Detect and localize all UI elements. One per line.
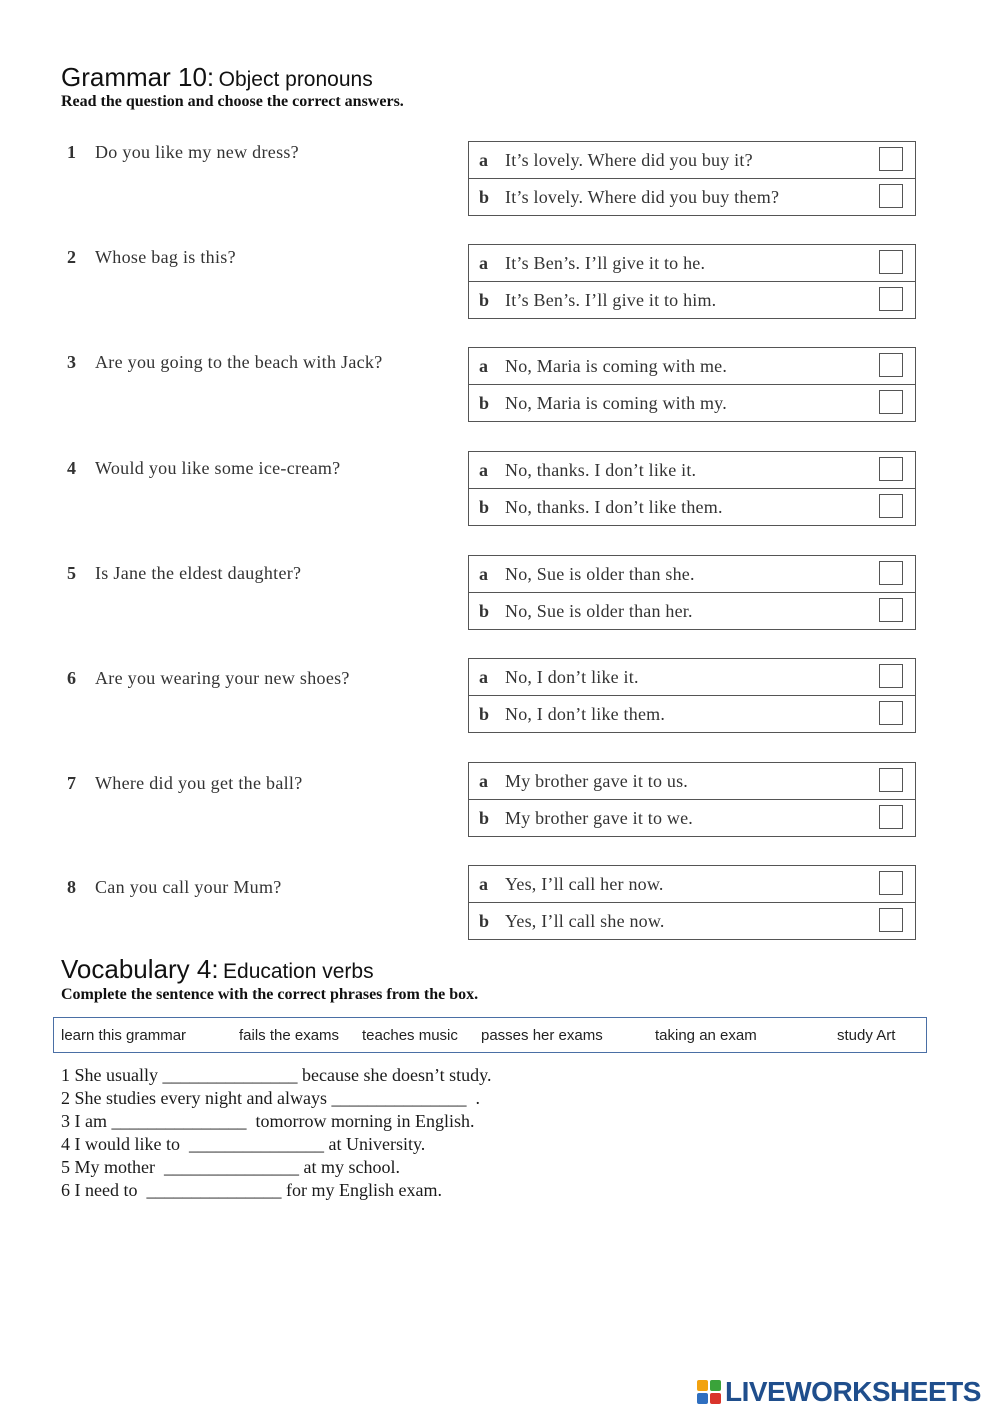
question-text: Is Jane the eldest daughter?	[95, 563, 302, 583]
option-text: It’s Ben’s. I’ll give it to he.	[505, 252, 706, 273]
question-number: 4	[67, 458, 77, 478]
question-text: Are you wearing your new shoes?	[95, 668, 350, 688]
grammar-instruction: Read the question and choose the correct answers.	[61, 93, 404, 110]
sentence-2[interactable]: 2 She studies every night and always _______________ .	[61, 1088, 480, 1108]
word-chip[interactable]: passes her exams	[481, 1027, 603, 1044]
checkbox-4a[interactable]	[879, 457, 903, 481]
grammar-title	[61, 62, 373, 93]
option-text: No, I don’t like them.	[505, 703, 666, 724]
checkbox-7a[interactable]	[879, 768, 903, 792]
option-text: It’s Ben’s. I’ll give it to him.	[505, 289, 717, 310]
option-text: It’s lovely. Where did you buy them?	[505, 186, 780, 207]
checkbox-1a[interactable]	[879, 147, 903, 171]
option-6a	[469, 659, 915, 695]
option-8a	[469, 866, 915, 902]
option-1b	[469, 178, 915, 215]
question-text: Whose bag is this?	[95, 247, 236, 267]
sentence-1[interactable]: 1 She usually _______________ because she doesn’t study.	[61, 1065, 492, 1085]
question-7	[67, 773, 457, 794]
logo-square	[697, 1380, 708, 1391]
question-number: 2	[67, 247, 77, 267]
word-chip[interactable]: study Art	[837, 1027, 896, 1044]
option-4b	[469, 488, 915, 525]
options-2	[468, 244, 916, 319]
checkbox-2b[interactable]	[879, 287, 903, 311]
vocabulary-title-main: Vocabulary 4:	[61, 954, 219, 984]
option-letter: a	[479, 666, 489, 687]
option-text: My brother gave it to us.	[505, 770, 688, 791]
vocabulary-title	[61, 954, 374, 985]
checkbox-2a[interactable]	[879, 250, 903, 274]
checkbox-8b[interactable]	[879, 908, 903, 932]
options-1	[468, 141, 916, 216]
option-letter: b	[479, 910, 490, 931]
logo-square	[710, 1380, 721, 1391]
logo-square	[697, 1393, 708, 1404]
checkbox-5b[interactable]	[879, 598, 903, 622]
grammar-title-main: Grammar 10:	[61, 62, 215, 92]
option-letter: a	[479, 355, 489, 376]
option-text: My brother gave it to we.	[505, 807, 693, 828]
sentence-3[interactable]: 3 I am _______________ tomorrow morning in English.	[61, 1111, 475, 1131]
word-chip[interactable]: taking an exam	[655, 1027, 757, 1044]
checkbox-1b[interactable]	[879, 184, 903, 208]
options-3	[468, 347, 916, 422]
options-8	[468, 865, 916, 940]
option-text: No, Maria is coming with me.	[505, 355, 728, 376]
grammar-title-sub: Object pronouns	[218, 68, 373, 91]
question-number: 3	[67, 352, 77, 372]
option-2a	[469, 245, 915, 281]
sentence-6[interactable]: 6 I need to _______________ for my English exam.	[61, 1180, 442, 1200]
option-letter: b	[479, 289, 490, 310]
options-4	[468, 451, 916, 526]
question-text: Do you like my new dress?	[95, 142, 299, 162]
checkbox-3a[interactable]	[879, 353, 903, 377]
checkbox-3b[interactable]	[879, 390, 903, 414]
option-letter: a	[479, 873, 489, 894]
option-5a	[469, 556, 915, 592]
vocabulary-instruction: Complete the sentence with the correct phrases from the box.	[61, 986, 479, 1003]
question-number: 1	[67, 142, 77, 162]
option-text: Yes, I’ll call her now.	[505, 873, 664, 894]
logo-square	[710, 1393, 721, 1404]
question-3	[67, 352, 457, 373]
option-letter: b	[479, 807, 490, 828]
option-text: It’s lovely. Where did you buy it?	[505, 149, 753, 170]
question-text: Would you like some ice-cream?	[95, 458, 341, 478]
question-1	[67, 142, 457, 163]
checkbox-6b[interactable]	[879, 701, 903, 725]
word-box	[53, 1017, 927, 1053]
option-text: No, I don’t like it.	[505, 666, 639, 687]
question-number: 5	[67, 563, 77, 583]
option-8b	[469, 902, 915, 939]
option-letter: b	[479, 496, 490, 517]
logo-icon	[697, 1380, 721, 1404]
checkbox-8a[interactable]	[879, 871, 903, 895]
question-8	[67, 877, 457, 898]
sentence-4[interactable]: 4 I would like to _______________ at University.	[61, 1134, 426, 1154]
option-letter: a	[479, 252, 489, 273]
question-2	[67, 247, 457, 268]
question-number: 7	[67, 773, 77, 793]
liveworksheets-logo	[697, 1375, 981, 1409]
option-7b	[469, 799, 915, 836]
question-number: 6	[67, 668, 77, 688]
vocabulary-title-sub: Education verbs	[223, 960, 374, 983]
option-letter: a	[479, 563, 489, 584]
question-6	[67, 668, 457, 689]
word-chip[interactable]: teaches music	[362, 1027, 458, 1044]
options-5	[468, 555, 916, 630]
logo-text: LIVEWORKSHEETS	[725, 1376, 981, 1407]
option-text: No, thanks. I don’t like them.	[505, 496, 723, 517]
option-text: No, Sue is older than her.	[505, 600, 693, 621]
question-number: 8	[67, 877, 77, 897]
question-text: Where did you get the ball?	[95, 773, 303, 793]
word-chip[interactable]: fails the exams	[239, 1027, 340, 1044]
question-text: Are you going to the beach with Jack?	[95, 352, 383, 372]
option-text: Yes, I’ll call she now.	[505, 910, 665, 931]
option-7a	[469, 763, 915, 799]
option-text: No, thanks. I don’t like it.	[505, 459, 697, 480]
option-text: No, Sue is older than she.	[505, 563, 695, 584]
sentence-5[interactable]: 5 My mother _______________ at my school.	[61, 1157, 400, 1177]
option-3a	[469, 348, 915, 384]
option-letter: b	[479, 600, 490, 621]
checkbox-4b[interactable]	[879, 494, 903, 518]
question-4	[67, 458, 457, 479]
option-1a	[469, 142, 915, 178]
option-5b	[469, 592, 915, 629]
question-text: Can you call your Mum?	[95, 877, 282, 897]
option-letter: a	[479, 149, 489, 170]
question-5	[67, 563, 457, 584]
word-chip[interactable]: learn this grammar	[61, 1027, 187, 1044]
option-letter: b	[479, 186, 490, 207]
option-6b	[469, 695, 915, 732]
option-2b	[469, 281, 915, 318]
option-3b	[469, 384, 915, 421]
options-7	[468, 762, 916, 837]
checkbox-6a[interactable]	[879, 664, 903, 688]
option-letter: a	[479, 770, 489, 791]
options-6	[468, 658, 916, 733]
option-letter: b	[479, 703, 490, 724]
checkbox-5a[interactable]	[879, 561, 903, 585]
option-text: No, Maria is coming with my.	[505, 392, 727, 413]
option-4a	[469, 452, 915, 488]
checkbox-7b[interactable]	[879, 805, 903, 829]
option-letter: a	[479, 459, 489, 480]
option-letter: b	[479, 392, 490, 413]
